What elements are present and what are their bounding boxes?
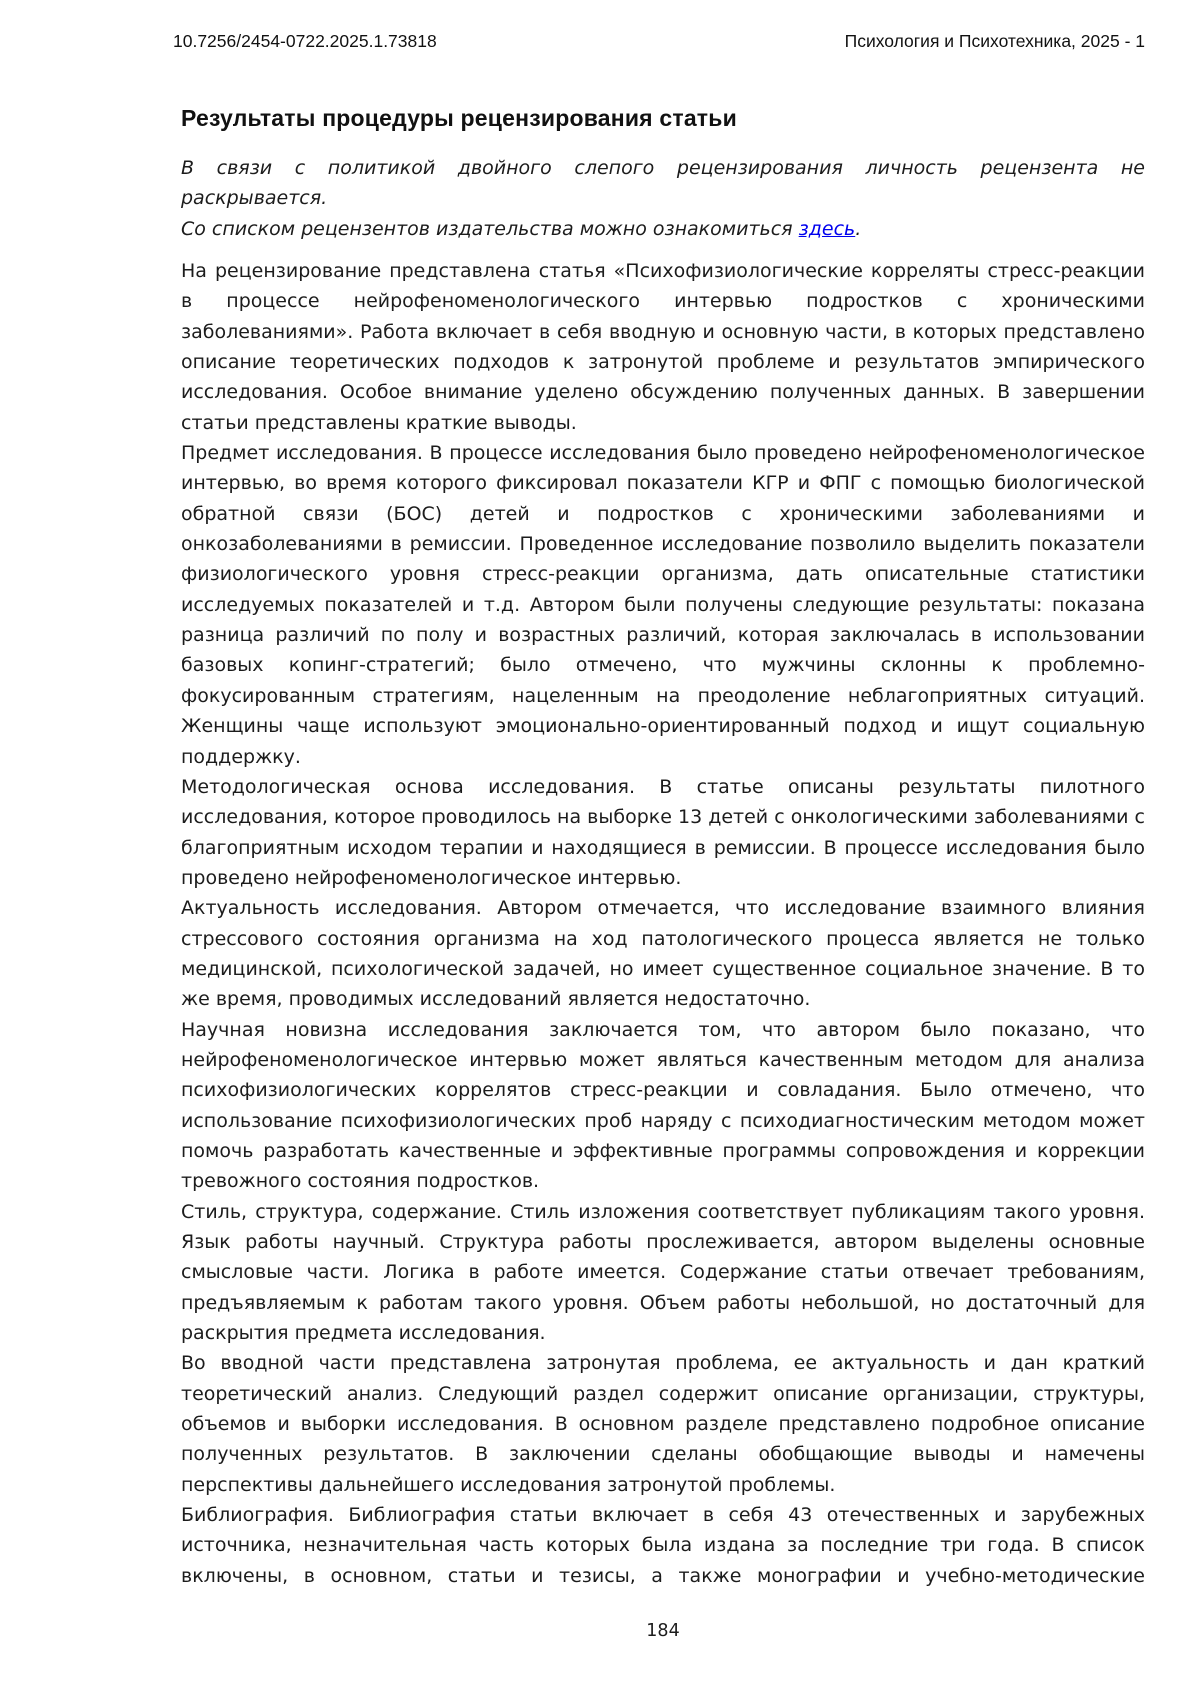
reviewers-list-link[interactable]: здесь <box>798 217 856 240</box>
review-body <box>181 256 1145 1591</box>
review-paragraph: На рецензирование представлена статья «Психофизиологические корреляты стресс-реакции в процессе нейрофеноменологического интервью подростков с хроническими заболеваниями». Работа включает в себя вводную и основную части, в которых представлено описание теоретических подходов к затронутой проблеме и результатов эмпирического исследования. Особое внимание уделено обсуждению полученных данных. В завершении статьи представлены краткие выводы. <box>181 260 1145 434</box>
page-header <box>173 31 1145 52</box>
review-paragraph: Актуальность исследования. Автором отмечается, что исследование взаимного влияния стрессового состояния организма на ход патологического процесса является не только медицинской, психологической задачей, но имеет существенное социальное значение. В то же время, проводимых исследований является недостаточно. <box>181 897 1145 1011</box>
review-paragraph: Методологическая основа исследования. В статье описаны результаты пилотного исследования, которое проводилось на выборке 13 детей с онкологическими заболеваниями с благоприятным исходом терапии и находящиеся в ремиссии. В процессе исследования было проведено нейрофеноменологическое интервью. <box>181 775 1145 889</box>
page-footer <box>181 1621 1145 1641</box>
review-paragraph: Научная новизна исследования заключается том, что автором было показано, что нейрофеноменологическое интервью может являться качественным методом для анализа психофизиологических коррелятов стресс-реакции и совладания. Было отмечено, что использование психофизиологических проб наряду с психодиагностическим методом может помочь разработать качественные и эффективные программы сопровождения и коррекции тревожного состояния подростков. <box>181 1018 1145 1193</box>
doi-label: 10.7256/2454-0722.2025.1.73818 <box>173 31 437 51</box>
review-paragraph: Стиль, структура, содержание. Стиль изложения соответствует публикациям такого уровня. Язык работы научный. Структура работы прослеживается, автором выделены основные смысловые части. Логика в работе имеется. Содержание статьи отвечает требованиям, предъявляемым к работам такого уровня. Объем работы небольшой, но достаточный для раскрытия предмета исследования. <box>181 1200 1145 1345</box>
review-paragraph: Библиография. Библиография статьи включает в себя 43 отечественных и зарубежных источника, незначительная часть которых была издана за последние три года. В список включены, в основном, статьи и тезисы, а также монографии и учебно-методические <box>181 1504 1145 1587</box>
review-policy-notice <box>181 153 1145 244</box>
reviewers-list-notice-line <box>181 214 1145 244</box>
journal-issue-label: Психология и Психотехника, 2025 - 1 <box>844 31 1145 51</box>
reviewers-notice-prefix: Со списком рецензентов издательства можно ознакомиться <box>181 217 799 240</box>
reviewers-notice-suffix: . <box>855 217 862 240</box>
review-paragraph: Предмет исследования. В процессе исследования было проведено нейрофеноменологическое интервью, во время которого фиксировал показатели КГР и ФПГ с помощью биологической обратной связи (БОС) детей и подростков с хроническими заболеваниями и онкозаболеваниями в ремиссии. Проведенное исследование позволило выделить показатели физиологического уровня стресс-реакции организма, дать описательные статистики исследуемых показателей и т.д. Автором были получены следующие результаты: показана разница различий по полу и возрастных различий, которая заключалась в использовании базовых копинг-стратегий; было отмечено, что мужчины склонны к проблемно-фокусированным стратегиям, нацеленным на преодоление неблагоприятных ситуаций. Женщины чаще используют эмоционально-ориентированный подход и ищут социальную поддержку. <box>181 442 1145 768</box>
page-number: 184 <box>646 1621 680 1641</box>
anonymity-notice-text: В связи с политикой двойного слепого рецензирования личность рецензента не раскрывается. <box>181 157 1145 210</box>
page-title: Результаты процедуры рецензирования статьи <box>181 105 737 131</box>
review-paragraph: Во вводной части представлена затронутая проблема, ее актуальность и дан краткий теоретический анализ. Следующий раздел содержит описание организации, структуры, объемов и выборки исследования. В основном разделе представлено подробное описание полученных результатов. В заключении сделаны обобщающие выводы и намечены перспективы дальнейшего исследования затронутой проблемы. <box>181 1352 1145 1496</box>
